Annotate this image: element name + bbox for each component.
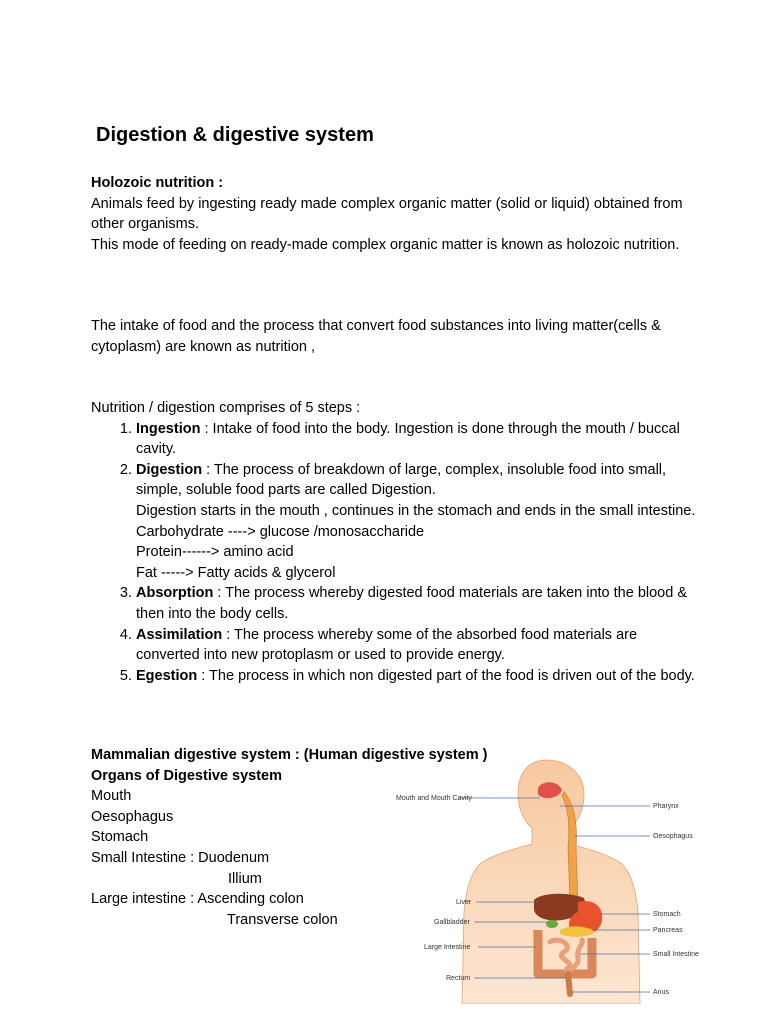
step-term: Digestion: [136, 461, 203, 478]
step-term: Egestion: [136, 667, 198, 684]
label-stomach: Stomach: [653, 911, 681, 918]
organ-item: Mouth: [91, 788, 132, 805]
nutrition-definition-section: [91, 316, 691, 357]
organs-heading: Organs of Digestive system: [91, 767, 282, 784]
label-pancreas: Pancreas: [653, 927, 683, 934]
digestion-detail: Digestion starts in the mouth , continues in the stomach and ends in the small intestine.: [136, 502, 696, 519]
step-egestion: [136, 666, 696, 687]
protein-conversion: Protein------> amino acid: [136, 544, 294, 561]
step-ingestion: [136, 419, 696, 460]
organ-item: Transverse colon: [227, 911, 338, 928]
step-text: : Intake of food into the body. Ingestion is done through the mouth / buccal cavity.: [136, 420, 680, 458]
step-digestion: [136, 460, 696, 584]
rectum: [568, 974, 570, 994]
holozoic-heading: Holozoic nutrition :: [91, 175, 224, 191]
step-term: Ingestion: [136, 420, 201, 437]
digestion-steps-section: [91, 398, 696, 686]
organ-item: Large intestine : Ascending colon: [91, 891, 304, 908]
label-oesophagus: Oesophagus: [653, 833, 693, 840]
steps-list: [91, 419, 696, 687]
label-rectum: Rectum: [446, 975, 471, 982]
carbohydrate-conversion: Carbohydrate ----> glucose /monosaccharide: [136, 523, 425, 540]
holozoic-paragraph-1: Animals feed by ingesting ready made complex organic matter (solid or liquid) obtained from other organisms.: [91, 195, 683, 233]
fat-conversion: Fat -----> Fatty acids & glycerol: [136, 564, 336, 581]
step-text: : The process in which non digested part of the food is driven out of the body.: [197, 667, 695, 684]
step-assimilation: [136, 625, 696, 666]
label-anus: Anus: [653, 989, 669, 996]
label-small-intestine: Small Intestine: [653, 951, 699, 958]
label-mouth: Mouth and Mouth Cavity: [396, 795, 472, 802]
organ-item: Stomach: [91, 829, 149, 846]
step-term: Assimilation: [136, 626, 223, 643]
label-large-intestine: Large Intestine: [424, 944, 471, 951]
step-term: Absorption: [136, 585, 214, 602]
organ-item: Small Intestine : Duodenum: [91, 849, 270, 866]
holozoic-paragraph-2: This mode of feeding on ready-made complex organic matter is known as holozoic nutrition.: [91, 236, 680, 253]
steps-intro: Nutrition / digestion comprises of 5 steps :: [91, 400, 361, 416]
gallbladder: [546, 920, 558, 928]
step-absorption: [136, 583, 696, 624]
nutrition-definition: The intake of food and the process that convert food substances into living matter(cells & cytoplasm) are known as nutrition ,: [91, 318, 661, 355]
organ-item: Oesophagus: [91, 808, 174, 825]
step-text: : The process of breakdown of large, complex, insoluble food into small, simple, soluble food parts are called Digestion.: [136, 461, 667, 499]
label-gallbladder: Gallbladder: [434, 919, 470, 926]
step-text: : The process whereby some of the absorbed food materials are converted into new protoplasm or used to provide energy.: [136, 626, 638, 664]
step-text: : The process whereby digested food materials are taken into the blood & then into the body cells.: [136, 585, 688, 622]
page-title: Digestion & digestive system: [96, 124, 374, 146]
label-pharynx: Pharynx: [653, 803, 679, 810]
mammalian-heading: Mammalian digestive system : (Human digestive system ): [91, 747, 488, 763]
digestive-system-diagram: [392, 752, 704, 1004]
label-liver: Liver: [456, 899, 472, 906]
holozoic-section: [91, 173, 691, 255]
organ-item: Illium: [228, 870, 262, 887]
